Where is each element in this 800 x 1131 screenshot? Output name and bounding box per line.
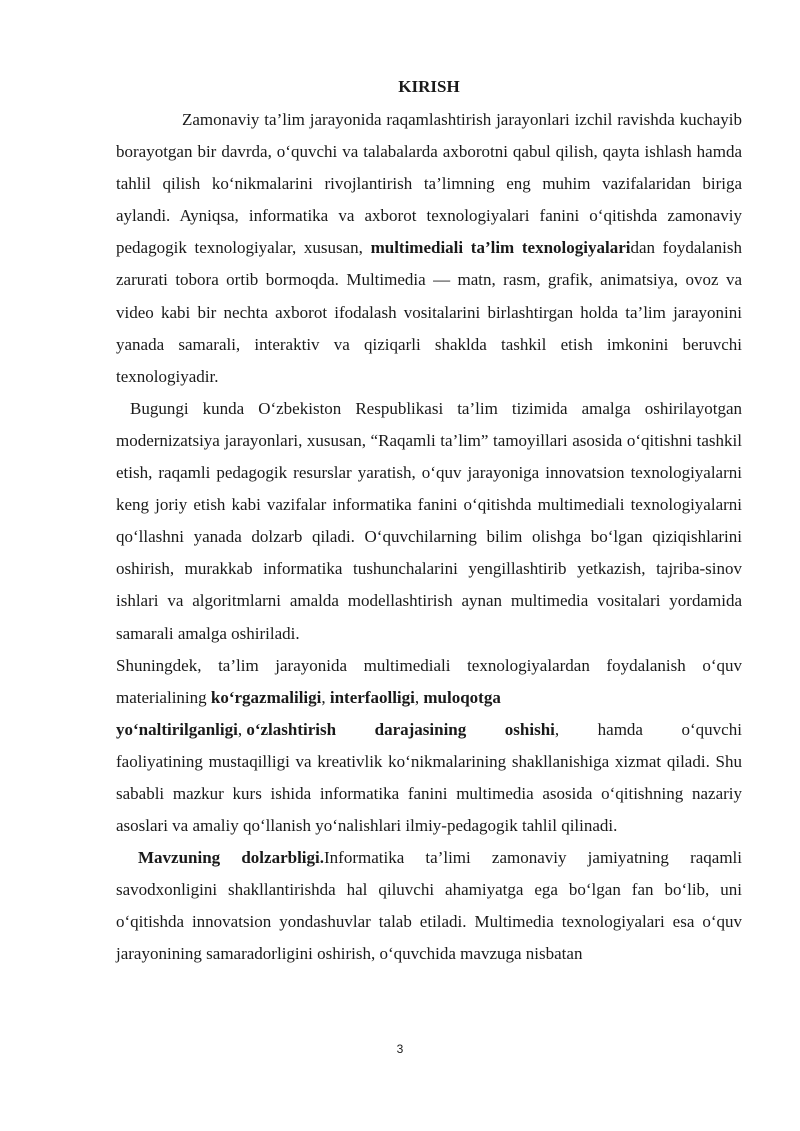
paragraph-modernization: Bugungi kunda O‘zbekiston Respublikasi ta’lim tizimida amalga oshirilayotgan modernizatsiya jarayonlari, xususan, “Raqamli ta’lim” tamoyillari asosida o‘qitishni tashkil etish, raqamli pedagogik resurslar yaratish, o‘quv jarayoniga innovatsion texnologiyalarni keng joriy etish kabi vazifalar informatika fanini o‘qitishda multimediali texnologiyalarni qo‘llashni yanada dolzarb qiladi. O‘quvchilarning bilim olishga bo‘lgan qiziqishlarini oshirish, murakkab informatika tushunchalarini yengillashtirib yetkazish, tajriba-sinov ishlari va algoritmlarni amalda modellashtirish aynan multimedia vositalari yordamida samarali amalga oshiriladi. — [116, 398, 742, 643]
paragraph-multimedia-benefits — [116, 650, 742, 843]
bold-term-communication: muloqotga — [423, 687, 501, 707]
bold-term-multimedia: multimediali ta’lim texnologiyalari — [370, 238, 631, 258]
separator: , — [414, 687, 424, 707]
paragraph-relevance-text: Informatika ta’limi zamonaviy jamiyatning raqamli savodxonligini shakllantirishda hal qiluvchi ahamiyatga ega bo‘lgan fan bo‘lib, uni o‘qitishda innovatsion yondashuvlar talab etiladi. Multimedia texnologiyalari esa o‘quv jarayonining samaradorligini oshirish, o‘quvchida mavzuga nisbatan — [116, 848, 742, 964]
separator: , — [321, 687, 330, 707]
separator: , — [554, 719, 560, 739]
paragraph-intro-rest: dan foydalanish zarurati tobora ortib bormoqda. Multimedia — matn, rasm, grafik, animatsiya, ovoz va video kabi bir nechta axborot ifodalash vositalarini birlashtirgan holda ta’lim jarayonini yanada samarali, interaktiv va qiziqarli shaklda tashkil etish imkonini beruvchi texnologiyadir. — [116, 238, 742, 386]
paragraph-benefits-line1 — [116, 650, 742, 714]
paragraph-intro-text: Zamonaviy ta’lim jarayonida raqamlashtirish jarayonlari izchil ravishda kuchayib borayotgan bir davrda, o‘quvchi va talabalarda axborotni qabul qilish, qayta ishlash hamda tahlil qilish ko‘nikmalarini rivojlantirish ta’limning eng muhim vazifalaridan biriga aylandi. Ayniqsa, informatika va axborot texnologiyalari fanini o‘qitishda zamonaviy pedagogik texnologiyalar, xususan, — [116, 110, 742, 258]
bold-term-interactive: interfaolligi — [329, 687, 415, 707]
paragraph-benefits-line2 — [116, 714, 742, 746]
line2-increase — [505, 714, 559, 746]
section-title: KIRISH — [398, 77, 460, 96]
bold-term-increase: oshishi — [504, 719, 555, 739]
bold-term-visual: ko‘rgazmaliligi — [210, 687, 322, 707]
paragraph-benefits-rest: faoliyatining mustaqilligi va kreativlik ko‘nikmalarining shakllanishiga xizmat qiladi. Shu sababli mazkur kurs ishida informatika fanini multimedia asosida o‘qitishning nazariy asoslari va amaliy qo‘llanish yo‘nalishlari ilmiy-pedagogik tahlil qilinadi. — [116, 751, 742, 836]
word-student: o‘quvchi — [681, 719, 742, 739]
word-hamda: hamda — [597, 719, 643, 739]
bold-term-mastery: o‘zlashtirish — [246, 719, 337, 739]
line2-lead — [116, 714, 336, 746]
bold-term-oriented: yo‘naltirilganligi — [116, 719, 238, 739]
paragraph-relevance — [116, 842, 742, 970]
page-number: 3 — [396, 1042, 404, 1056]
bold-heading-relevance: Mavzuning dolzarbligi. — [138, 848, 324, 868]
document-page — [116, 72, 742, 971]
benefits-start-text: Shuningdek, ta’lim jarayonida multimediali texnologiyalardan foydalanish o‘quv materialining — [116, 655, 742, 707]
bold-term-level: darajasining — [374, 719, 467, 739]
separator: , — [237, 719, 247, 739]
paragraph-intro — [116, 104, 742, 393]
